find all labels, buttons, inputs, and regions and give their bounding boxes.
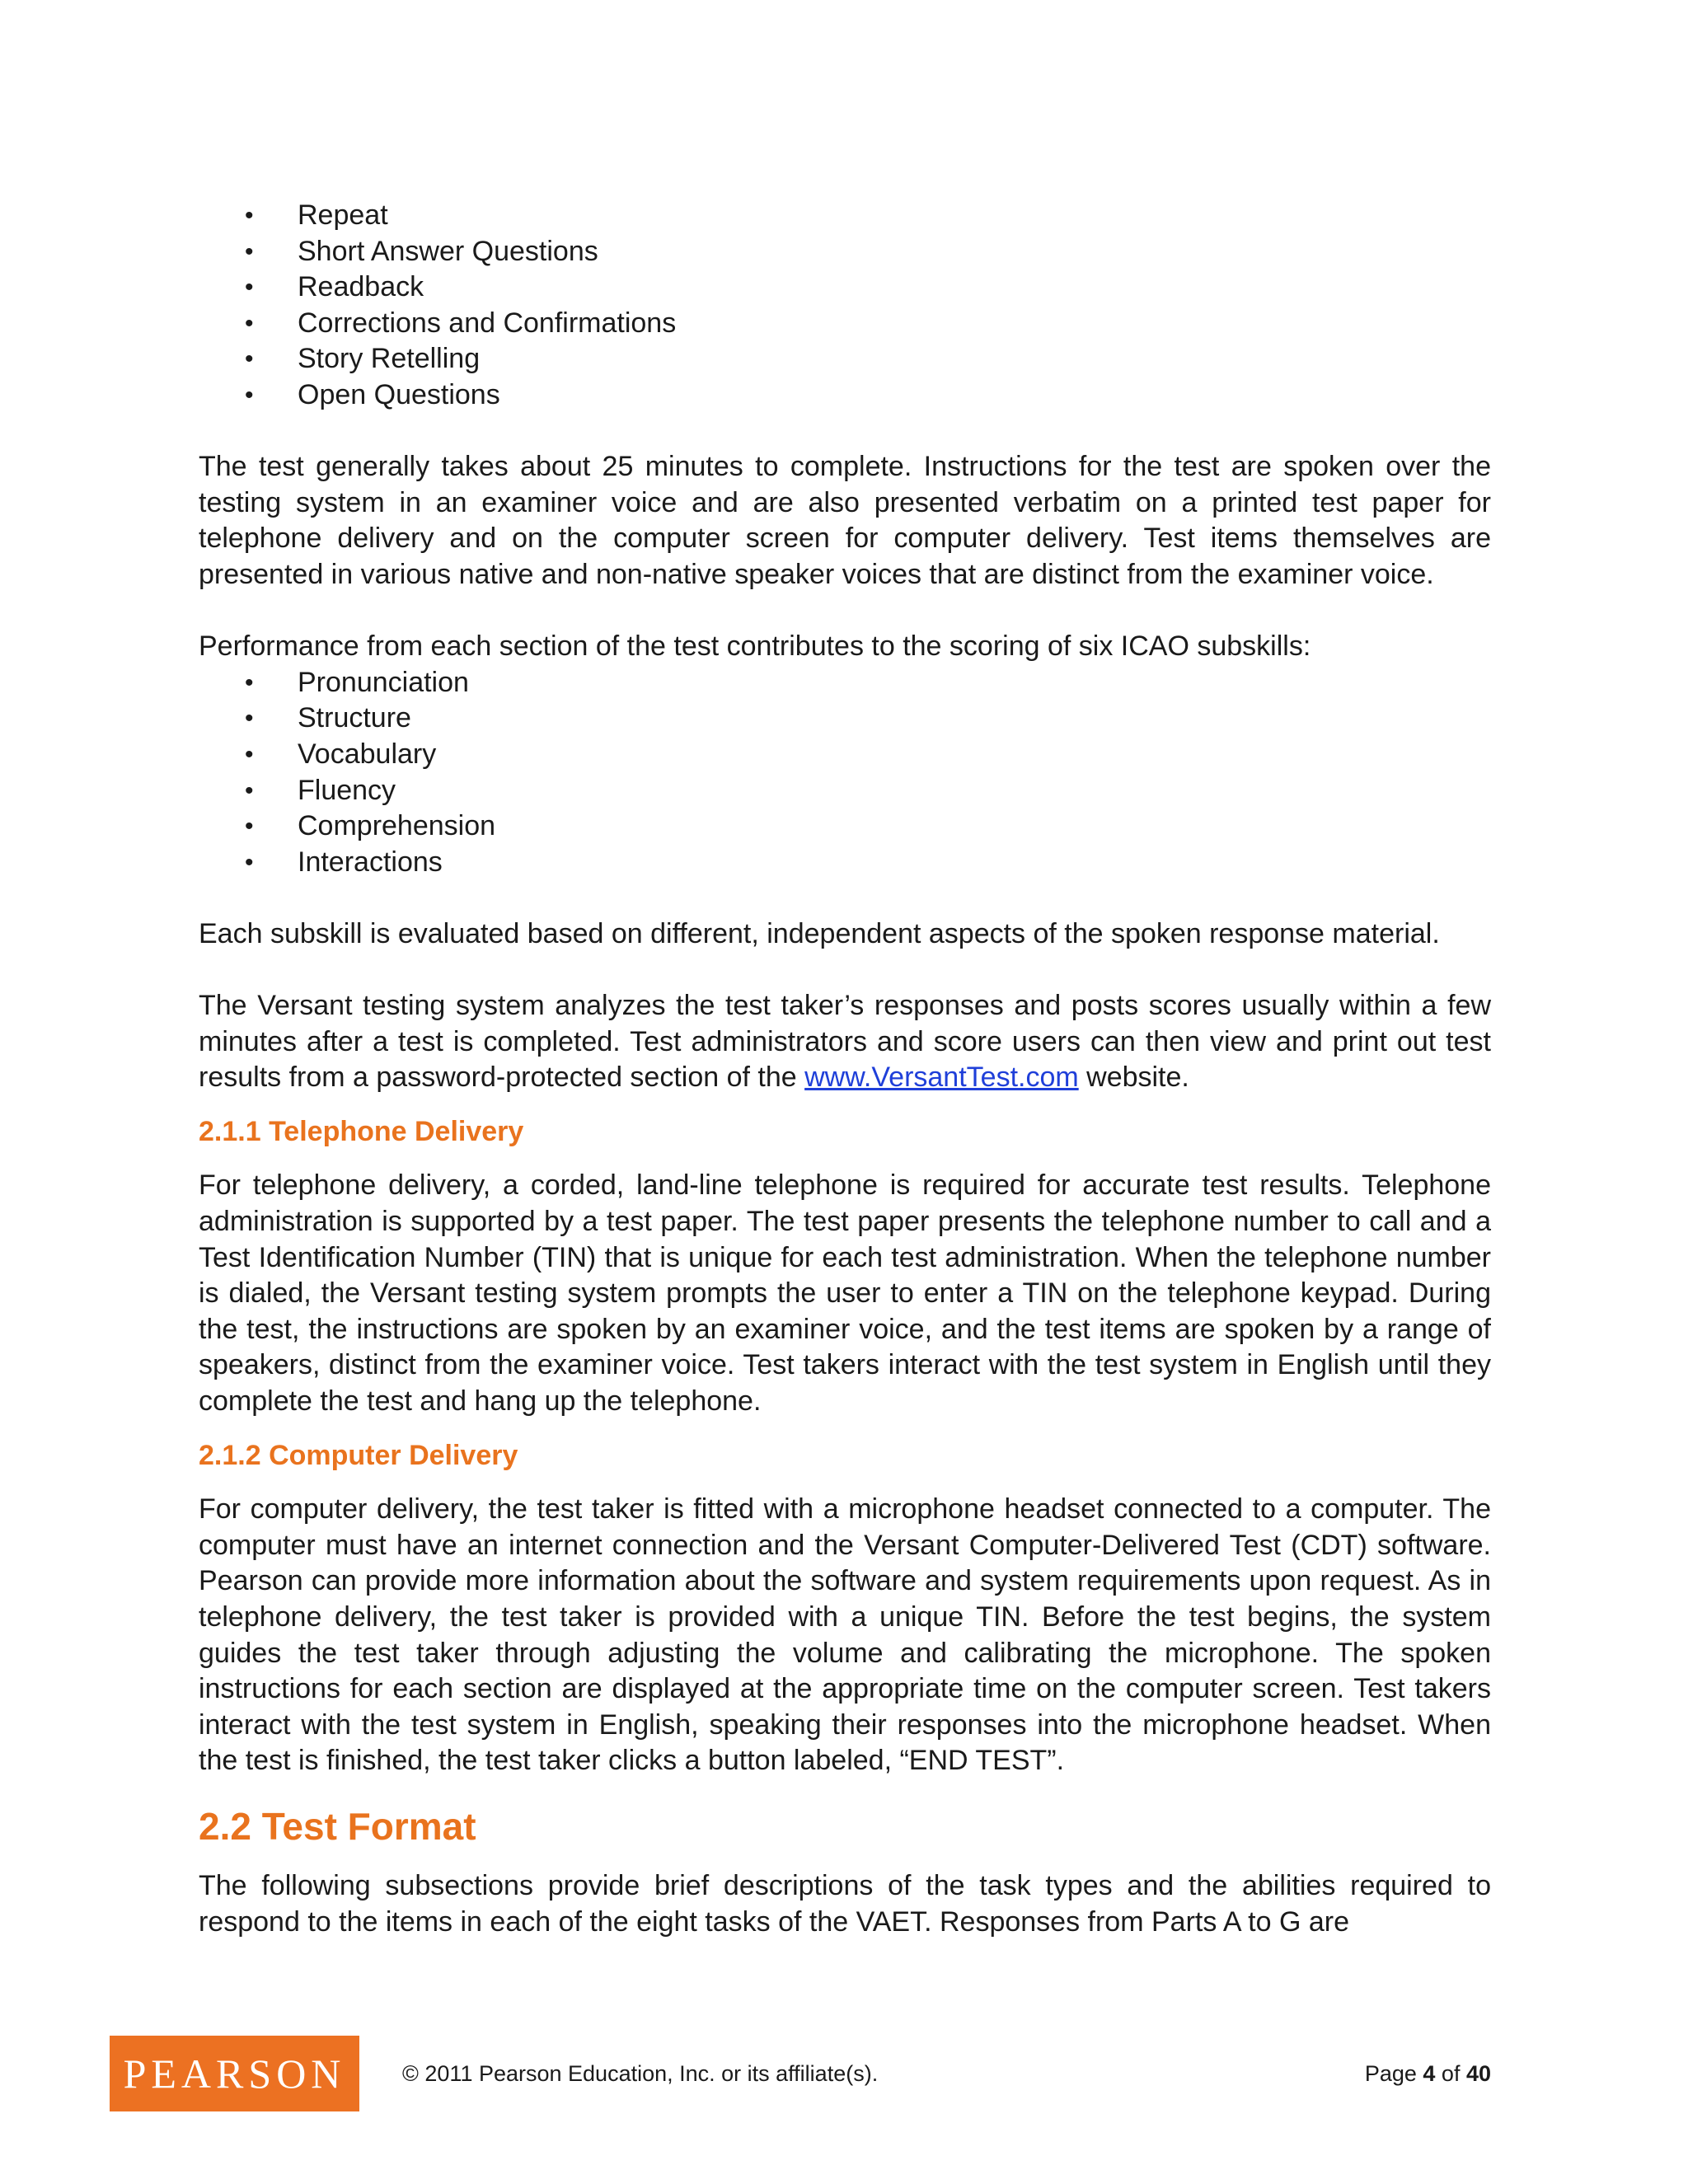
heading-computer-delivery: 2.1.2 Computer Delivery (199, 1439, 518, 1471)
list-item: • Readback (199, 269, 1491, 306)
task-list (199, 198, 1491, 414)
heading-telephone-delivery: 2.1.1 Telephone Delivery (199, 1115, 524, 1147)
list-item: • Interactions (199, 845, 1491, 881)
page-number (1365, 2055, 1491, 2092)
paragraph-performance: Performance from each section of the test contributes to the scoring of six ICAO subskills: (199, 630, 1311, 663)
paragraph-computer-delivery: For computer delivery, the test taker is fitted with a microphone headset connected to a computer. The computer must have an internet connection and the Versant Computer-Delivered Test (CDT) software. Pearson can provide more information about the software and system requirements upon request. As in telephone delivery, the test taker is provided with a unique TIN. Before the test begins, the system guides the test taker through adjusting the volume and calibrating the microphone. The spoken instructions for each section are displayed at the appropriate time on the computer screen. Test takers interact with the test system in English, speaking their responses into the microphone headset. When the test is finished, the test taker clicks a button labeled, “END TEST”. (199, 1493, 1491, 1777)
paragraph-duration: The test generally takes about 25 minutes to complete. Instructions for the test are spoken over the testing system in an examiner voice and are also presented verbatim on a printed test paper for telephone delivery and on the computer screen for computer delivery. Test items themselves are presented in various native and non-native speaker voices that are distinct from the examiner voice. (199, 451, 1491, 590)
subskill-list (199, 665, 1491, 881)
pearson-logo: PEARSON (110, 2036, 359, 2111)
page-footer (0, 2036, 1688, 2111)
page-current: 4 (1423, 2061, 1436, 2086)
list-item: • Corrections and Confirmations (199, 306, 1491, 342)
page-of: of (1435, 2061, 1466, 2086)
page-content (199, 198, 1491, 1940)
paragraph-versant (199, 988, 1491, 1096)
versant-text-after: website. (1078, 1062, 1189, 1094)
page-total: 40 (1465, 2061, 1491, 2086)
paragraph-telephone-delivery: For telephone delivery, a corded, land-line telephone is required for accurate test results. Telephone administration is supported by a test paper. The test paper presents the telephone number to call and a Test Identification Number (TIN) that is unique for each test administration. When the telephone number is dialed, the Versant testing system prompts the user to enter a TIN on the telephone keypad. During the test, the instructions are spoken by an examiner voice, and the test items are spoken by a range of speakers, distinct from the examiner voice. Test takers interact with the test system in English until they complete the test and hang up the telephone. (199, 1169, 1491, 1417)
versant-website-link[interactable]: www.VersantTest.com (804, 1062, 1079, 1094)
list-item: • Pronunciation (199, 665, 1491, 701)
list-item: • Structure (199, 701, 1491, 737)
paragraph-test-format: The following subsections provide brief descriptions of the task types and the abilities required to respond to the items in each of the eight tasks of the VAET. Responses from Parts A to G are (199, 1869, 1491, 1938)
page-prefix: Page (1364, 2061, 1423, 2086)
versant-text-before: The Versant testing system analyzes the test taker’s responses and posts scores usually within a few minutes after a test is completed. Test administrators and score users can then view and print out test results from a password-protected section of the (199, 990, 1491, 1094)
list-item: • Short Answer Questions (199, 234, 1491, 270)
heading-test-format: 2.2 Test Format (199, 1804, 476, 1848)
list-item: • Fluency (199, 773, 1491, 809)
list-item: • Repeat (199, 198, 1491, 234)
copyright-text: © 2011 Pearson Education, Inc. or its affiliate(s). (402, 2061, 879, 2086)
list-item: • Open Questions (199, 377, 1491, 414)
paragraph-subskill: Each subskill is evaluated based on different, independent aspects of the spoken response material. (199, 917, 1440, 949)
list-item: • Story Retelling (199, 341, 1491, 377)
list-item: • Vocabulary (199, 737, 1491, 773)
list-item: • Comprehension (199, 808, 1491, 845)
